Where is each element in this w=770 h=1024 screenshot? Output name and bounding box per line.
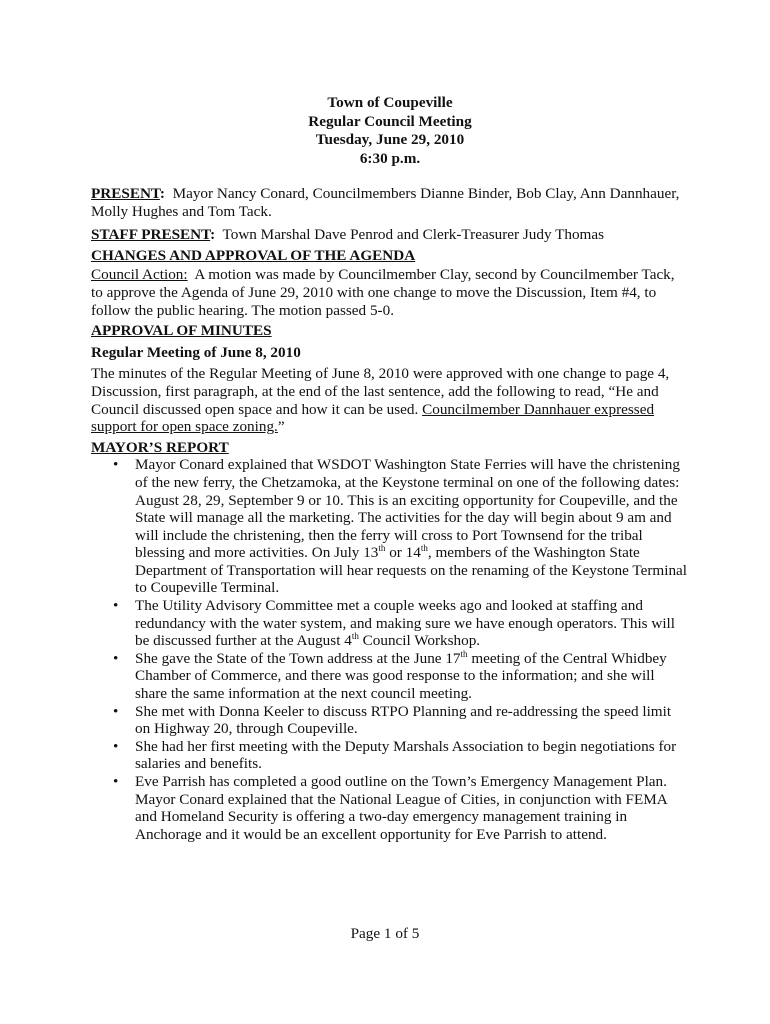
meeting-time: 6:30 p.m. xyxy=(359,149,421,167)
meeting-type: Regular Council Meeting xyxy=(308,112,472,130)
list-item xyxy=(91,703,689,738)
agenda-action-text: A motion was made by Councilmember Clay, second by Councilmember Tack, to approve the Agenda of June 29, 2010 with one change to move the Discussion, Item #4, to follow the public hearing. The motion passed 5-0. xyxy=(91,266,675,319)
list-item-text: or 14 xyxy=(385,544,421,562)
bullet-icon: • xyxy=(113,597,119,615)
list-item xyxy=(91,597,689,650)
ordinal-suffix: th xyxy=(420,543,428,554)
agenda-heading: CHANGES AND APPROVAL OF THE AGENDA xyxy=(91,246,416,264)
minutes-subheading: Regular Meeting of June 8, 2010 xyxy=(91,343,301,361)
bullet-icon: • xyxy=(113,737,119,755)
list-item xyxy=(91,650,689,703)
bullet-icon: • xyxy=(113,773,119,790)
list-item-text: , members of the Washington State Department of Transportation will hear requests on the renaming of the Keystone Terminal to Coupeville Terminal. xyxy=(135,544,688,597)
list-item-text: Council Workshop. xyxy=(358,632,481,650)
list-item-text: She gave the State of the Town address at the June 17 xyxy=(135,649,461,667)
agenda-action-paragraph xyxy=(91,266,689,319)
list-item-text: She met with Donna Keeler to discuss RTPO Planning and re-addressing the speed limit on Highway 20, through Coupeville. xyxy=(135,702,672,738)
document-page xyxy=(91,94,689,843)
present-text: Mayor Nancy Conard, Councilmembers Dianne Binder, Bob Clay, Ann Dannhauer, Molly Hughes and Tom Tack. xyxy=(91,185,680,220)
present-paragraph: PRESENT: Mayor Nancy Conard, Councilmembers Dianne Binder, Bob Clay, Ann Dannhauer, Molly Hughes and Tom Tack. xyxy=(91,185,680,220)
list-item xyxy=(91,773,689,843)
document-header xyxy=(91,94,689,168)
list-item-text: Eve Parrish has completed a good outline on the Town’s Emergency Management Plan. Mayor Conard explained that the National League of Cities, in conjunction with FEMA and Homeland Security is offering a two-day emergency management training in Anchorage and it would be an excellent opportunity for Eve Parrish to attend. xyxy=(135,773,667,843)
minutes-closing-quote: ” xyxy=(277,418,285,436)
ordinal-suffix: th xyxy=(460,648,468,659)
minutes-text: The minutes of the Regular Meeting of June 8, 2010 were approved with one change to page 4, Discussion, first paragraph, at the end of the last sentence, add the following to read, “He and Council discussed open space and how it can be used. xyxy=(91,365,670,418)
bullet-icon: • xyxy=(113,649,119,667)
mayors-report-heading: MAYOR’S REPORT xyxy=(91,438,229,456)
bullet-icon: • xyxy=(113,456,119,474)
staff-present-label: STAFF PRESENT xyxy=(91,226,211,244)
meeting-date: Tuesday, June 29, 2010 xyxy=(315,131,465,148)
ordinal-suffix: th xyxy=(351,631,359,642)
bullet-icon: • xyxy=(113,702,119,720)
list-item-text: She had her first meeting with the Deputy Marshals Association to begin negotiations for salaries and benefits. xyxy=(135,737,677,773)
present-label: PRESENT xyxy=(91,185,160,202)
page-number: Page 1 of 5 xyxy=(350,925,420,942)
minutes-paragraph xyxy=(91,365,689,435)
list-item-text: Mayor Conard explained that WSDOT Washington State Ferries will have the christening of the new ferry, the Chetzamoka, at the Keystone terminal on one of the following dates: August 28, 29, September 9 or 10. This is an exciting opportunity for Coupeville, and the State will manage all the marketing. The activities for the day will begin about 9 am and will include the christening, then the ferry will cross to Port Townsend for the tribal blessing and more activities. On July 13 xyxy=(135,456,680,562)
town-name: Town of Coupeville xyxy=(327,94,453,111)
minutes-underlined-text: Councilmember Dannhauer expressed support for open space zoning. xyxy=(91,400,655,436)
staff-present-paragraph: STAFF PRESENT: Town Marshal Dave Penrod and Clerk-Treasurer Judy Thomas xyxy=(91,226,605,244)
list-item xyxy=(91,738,689,773)
staff-present-text: Town Marshal Dave Penrod and Clerk-Treasurer Judy Thomas xyxy=(222,226,605,244)
minutes-heading: APPROVAL OF MINUTES xyxy=(91,322,272,340)
ordinal-suffix: th xyxy=(378,543,386,554)
mayors-report-list xyxy=(91,456,689,843)
list-item xyxy=(91,456,689,597)
list-item-text: The Utility Advisory Committee met a couple weeks ago and looked at staffing and redundancy with the water system, and making sure we have enough operators. This will be discussed further at the August 4 xyxy=(135,597,676,650)
council-action-label: Council Action: xyxy=(91,266,188,284)
list-item-text: meeting of the Central Whidbey Chamber of Commerce, and there was good response to the information; and she will share the same information at the next council meeting. xyxy=(135,649,667,703)
